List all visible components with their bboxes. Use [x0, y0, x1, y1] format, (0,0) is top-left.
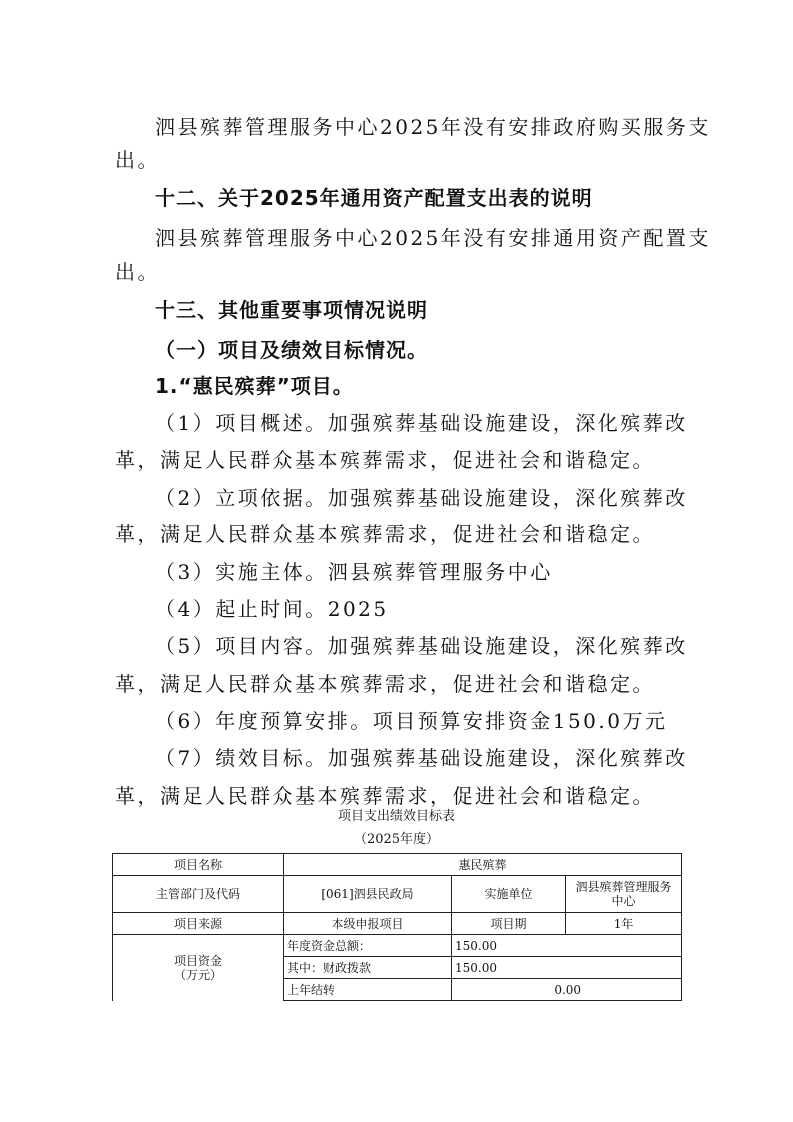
- table-row: [113, 876, 682, 913]
- paragraph-line: （5）项目内容。加强殡葬基础设施建设，深化殡葬改: [155, 634, 688, 658]
- project-name-value: 惠民殡葬: [284, 854, 682, 876]
- paragraph-line: （4）起止时间。2025: [155, 597, 389, 621]
- carryover-label: 上年结转: [284, 979, 452, 1001]
- section-heading-12: 十二、关于2025年通用资产配置支出表的说明: [155, 186, 593, 210]
- unit-value: [566, 876, 682, 913]
- dept-label: 主管部门及代码: [113, 876, 284, 913]
- funds-label: [113, 935, 284, 1001]
- paragraph-line: （2）立项依据。加强殡葬基础设施建设，深化殡葬改: [155, 486, 688, 510]
- dept-value: [061]泗县民政局: [284, 876, 452, 913]
- paragraph-line: （1）项目概述。加强殡葬基础设施建设，深化殡葬改: [155, 411, 688, 435]
- fiscal-funds-value: 150.00: [452, 957, 682, 979]
- paragraph-line: 泗县殡葬管理服务中心2025年没有安排政府购买服务支: [155, 115, 711, 139]
- table-subtitle: （2025年度）: [353, 832, 440, 847]
- table-row: [113, 854, 682, 876]
- paragraph-line: 革，满足人民群众基本殡葬需求，促进社会和谐稳定。: [115, 784, 655, 808]
- item-heading: 1.“惠民殡葬”项目。: [155, 374, 354, 398]
- period-label: 项目期: [452, 913, 566, 935]
- subsection-heading: （一）项目及绩效目标情况。: [155, 338, 428, 362]
- unit-label: 实施单位: [452, 876, 566, 913]
- paragraph-line: （6）年度预算安排。项目预算安排资金150.0万元: [155, 709, 668, 733]
- performance-target-table: [112, 853, 682, 1001]
- paragraph-line: 出。: [115, 148, 160, 172]
- source-value: 本级申报项目: [284, 913, 452, 935]
- paragraph-line: 泗县殡葬管理服务中心2025年没有安排通用资产配置支: [155, 226, 711, 250]
- unit-value-line: 中心: [611, 894, 636, 908]
- total-funds-label: 年度资金总额：: [284, 935, 452, 957]
- paragraph-line: 出。: [115, 260, 160, 284]
- table-row: [113, 913, 682, 935]
- table-row: [113, 935, 682, 957]
- carryover-value: 0.00: [452, 979, 682, 1001]
- paragraph-line: 革，满足人民群众基本殡葬需求，促进社会和谐稳定。: [115, 522, 655, 546]
- total-funds-value: 150.00: [452, 935, 682, 957]
- unit-value-line: 泗县殡葬管理服务: [575, 880, 672, 894]
- table-title: 项目支出绩效目标表: [337, 809, 455, 824]
- paragraph-line: （7）绩效目标。加强殡葬基础设施建设，深化殡葬改: [155, 746, 688, 770]
- period-value: 1年: [566, 913, 682, 935]
- source-label: 项目来源: [113, 913, 284, 935]
- fiscal-funds-label: 其中：财政拨款: [284, 957, 452, 979]
- funds-label-line: 项目资金: [173, 953, 222, 968]
- funds-label-line: （万元）: [173, 967, 222, 982]
- section-heading-13: 十三、其他重要事项情况说明: [155, 298, 428, 322]
- project-name-label: 项目名称: [113, 854, 284, 876]
- paragraph-line: （3）实施主体。泗县殡葬管理服务中心: [155, 560, 553, 584]
- paragraph-line: 革，满足人民群众基本殡葬需求，促进社会和谐稳定。: [115, 448, 655, 472]
- paragraph-line: 革，满足人民群众基本殡葬需求，促进社会和谐稳定。: [115, 672, 655, 696]
